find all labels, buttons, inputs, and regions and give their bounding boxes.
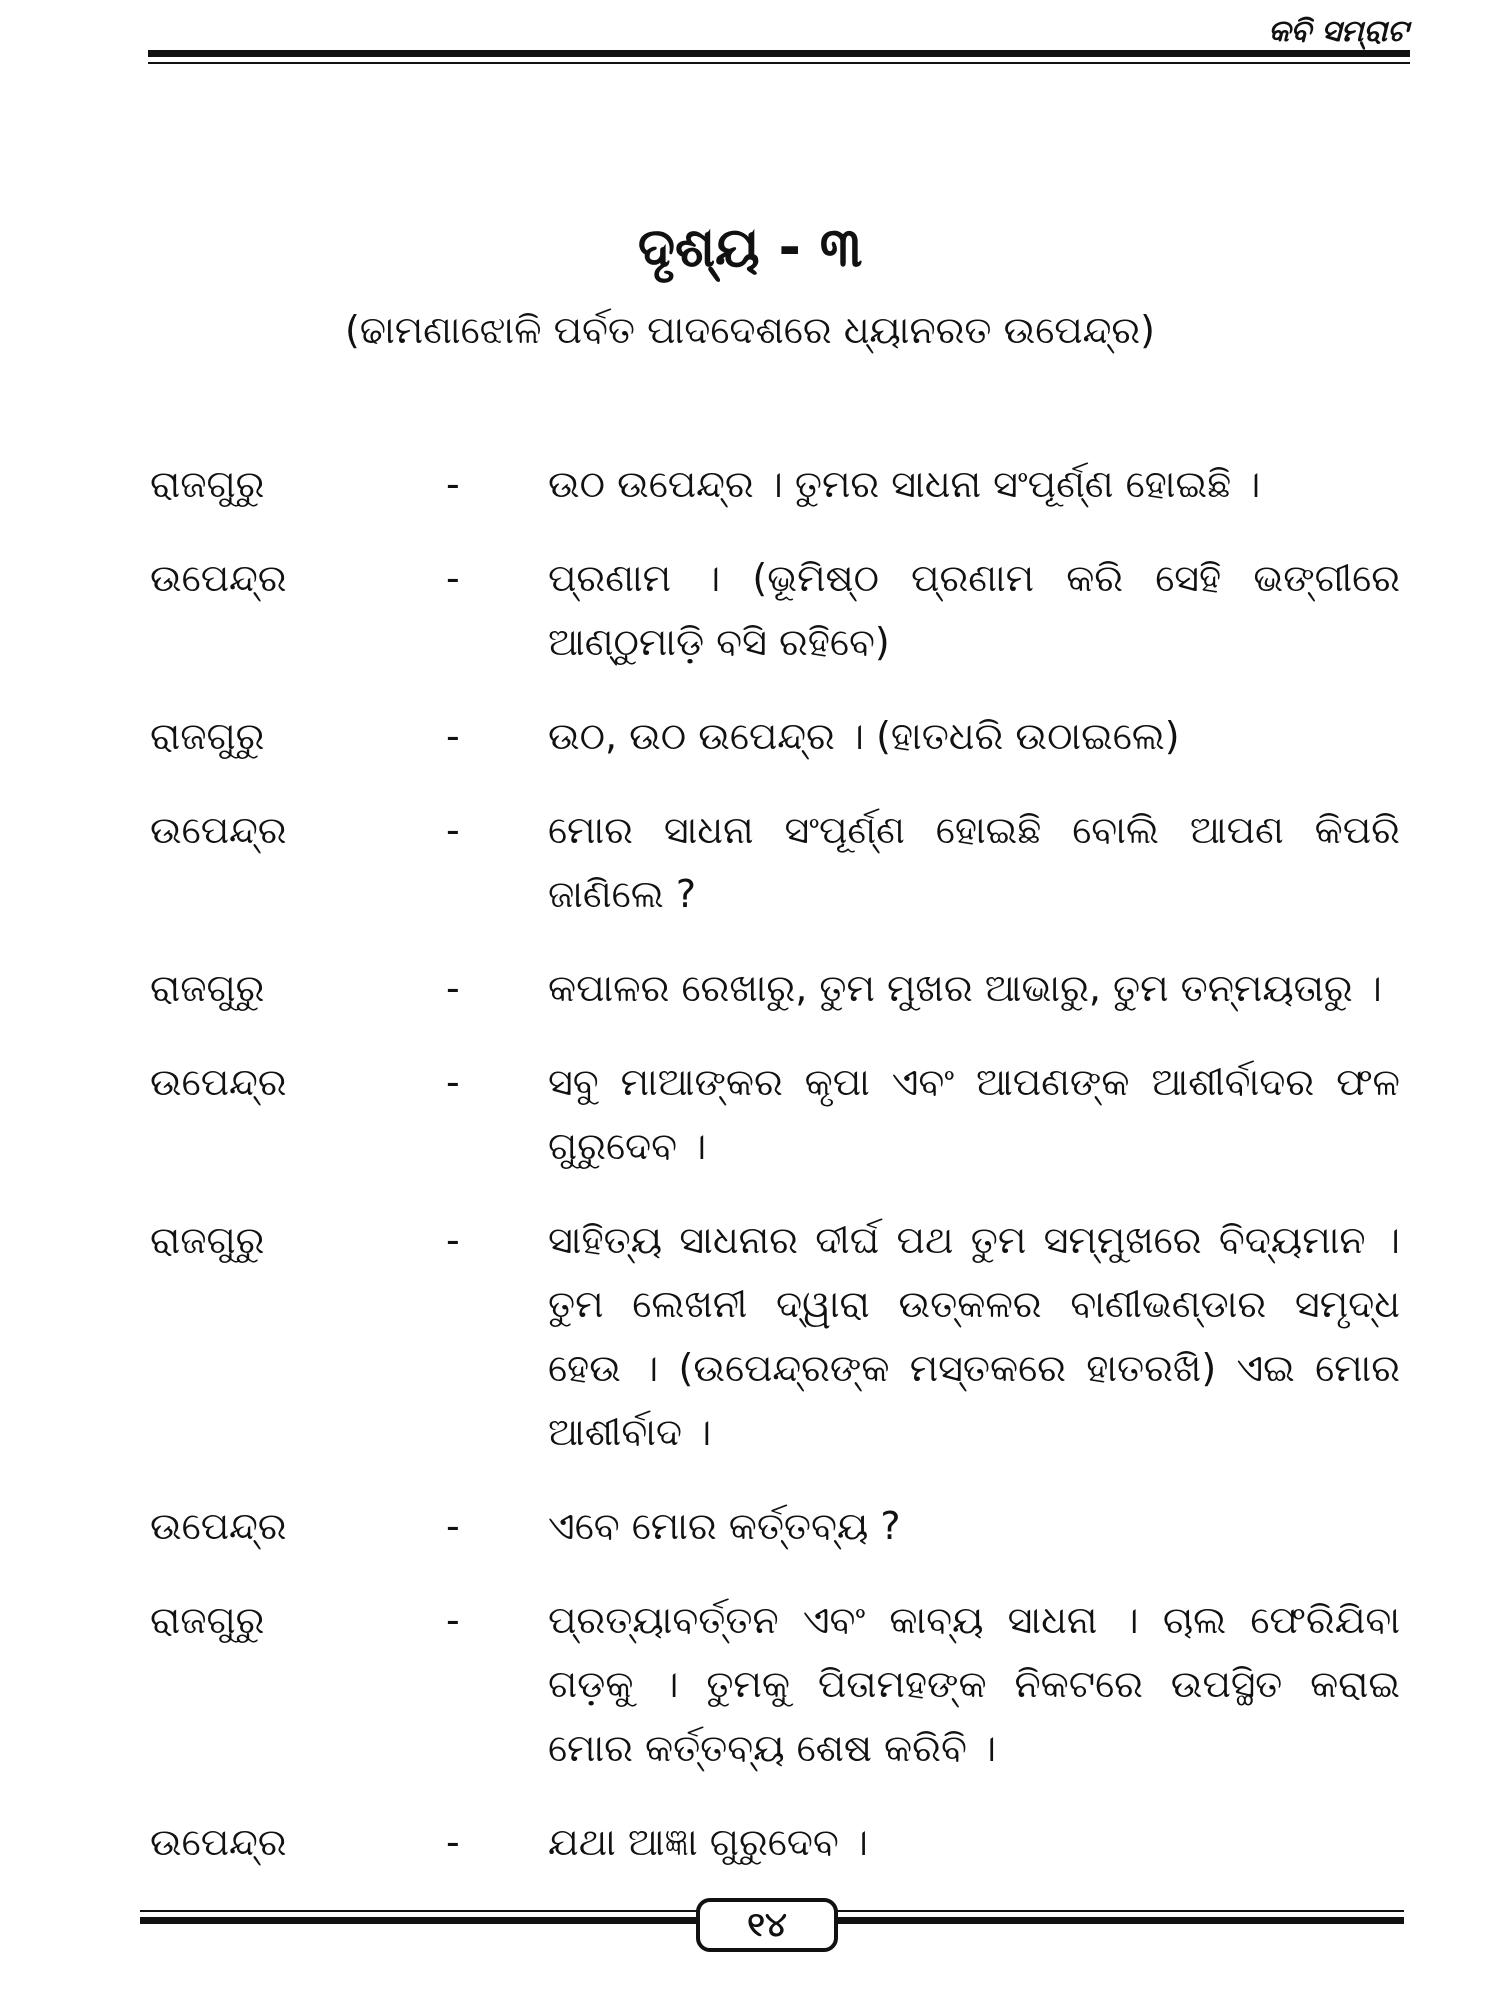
dialogue-row: [150, 798, 1400, 926]
page-number: ୧୪: [747, 1905, 787, 1945]
dialogue-row: [150, 452, 1400, 516]
page-number-badge: [696, 1898, 838, 1952]
speaker-dash: -: [446, 808, 460, 852]
dialogue-row: [150, 956, 1400, 1020]
dialogue-line: ଉଠ ଉପେନ୍ଦ୍ର । ତୁମର ସାଧନା ସଂପୂର୍ଣ୍ଣ ହୋଇଛି ।: [548, 462, 1261, 506]
dialogue-line: ସାହିତ୍ୟ ସାଧନାର ଦୀର୍ଘ ପଥ ତୁମ ସମ୍ମୁଖରେ ବିଦ୍ୟମାନ । ତୁମ ଲେଖନୀ ଦ୍ୱାରା ଉତ୍କଳର ବାଣୀଭଣ୍ଡାର ସମୃଦ୍ଧ ହେଉ । (ଉପେନ୍ଦ୍ରଙ୍କ ମସ୍ତକରେ ହାତରଖି) ଏଇ ମୋର ଆଶୀର୍ବାଦ ।: [548, 1218, 1400, 1454]
speaker-dash: -: [446, 1820, 460, 1864]
speaker-name: ଉପେନ୍ଦ୍ର: [150, 1060, 287, 1104]
speaker-dash: -: [446, 1060, 460, 1104]
dialogue-row: [150, 1588, 1400, 1780]
speaker-dash: -: [446, 966, 460, 1010]
speaker-name: ଉପେନ୍ଦ୍ର: [150, 556, 287, 600]
dialogue-line: ଏବେ ମୋର କର୍ତ୍ତବ୍ୟ ?: [548, 1504, 901, 1548]
dialogue-line: କପାଳର ରେଖାରୁ, ତୁମ ମୁଖର ଆଭାରୁ, ତୁମ ତନ୍ମୟତାରୁ ।: [548, 966, 1382, 1010]
speaker-dash: -: [446, 462, 460, 506]
dialogue-row: [150, 1810, 1400, 1874]
scene-title: ଦୃଶ୍ୟ - ୩: [637, 216, 863, 279]
dialogue-line: ପ୍ରଣାମ । (ଭୂମିଷ୍ଠ ପ୍ରଣାମ କରି ସେହି ଭଙ୍ଗୀରେ ଆଣ୍ଠୁମାଡ଼ି ବସି ରହିବେ): [548, 556, 1400, 664]
dialogue-list: [150, 452, 1400, 1904]
speaker-name: ରାଜଗୁରୁ: [150, 1598, 265, 1642]
dialogue-line: ଉଠ, ଉଠ ଉପେନ୍ଦ୍ର । (ହାତଧରି ଉଠାଇଲେ): [548, 714, 1180, 758]
header-rule-thick: [148, 50, 1410, 57]
speaker-name: ରାଜଗୁରୁ: [150, 714, 265, 758]
speaker-name: ଉପେନ୍ଦ୍ର: [150, 1504, 287, 1548]
dialogue-line: ଯଥା ଆଜ୍ଞା ଗୁରୁଦେବ ।: [548, 1820, 869, 1864]
speaker-name: ରାଜଗୁରୁ: [150, 1218, 265, 1262]
header-rule-thin: [148, 62, 1410, 64]
dialogue-row: [150, 1494, 1400, 1558]
scene-subtitle: (ଢାମଣାଝୋଳି ପର୍ବତ ପାଦଦେଶରେ ଧ୍ୟାନରତ ଉପେନ୍ଦ୍ର): [344, 308, 1156, 352]
dialogue-row: [150, 546, 1400, 674]
dialogue-line: ସବୁ ମାଆଙ୍କର କୃପା ଏବଂ ଆପଣଙ୍କ ଆଶୀର୍ବାଦର ଫଳ ଗୁରୁଦେବ ।: [548, 1060, 1400, 1168]
speaker-name: ରାଜଗୁରୁ: [150, 966, 265, 1010]
dialogue-line: ପ୍ରତ୍ୟାବର୍ତ୍ତନ ଏବଂ କାବ୍ୟ ସାଧନା । ଚାଲ ଫେରିଯିବା ଗଡ଼କୁ । ତୁମକୁ ପିତାମହଙ୍କ ନିକଟରେ ଉପସ୍ଥିତ କରାଇ ମୋର କର୍ତ୍ତବ୍ୟ ଶେଷ କରିବି ।: [548, 1598, 1400, 1770]
speaker-name: ରାଜଗୁରୁ: [150, 462, 265, 506]
running-header-title: କବି ସମ୍ରାଟ: [1268, 14, 1408, 49]
dialogue-line: ମୋର ସାଧନା ସଂପୂର୍ଣ୍ଣ ହୋଇଛି ବୋଲି ଆପଣ କିପରି ଜାଣିଲେ ?: [548, 808, 1400, 916]
dialogue-row: [150, 1208, 1400, 1464]
speaker-name: ଉପେନ୍ଦ୍ର: [150, 808, 287, 852]
speaker-dash: -: [446, 1218, 460, 1262]
speaker-name: ଉପେନ୍ଦ୍ର: [150, 1820, 287, 1864]
speaker-dash: -: [446, 1504, 460, 1548]
speaker-dash: -: [446, 714, 460, 758]
dialogue-row: [150, 1050, 1400, 1178]
speaker-dash: -: [446, 1598, 460, 1642]
speaker-dash: -: [446, 556, 460, 600]
dialogue-row: [150, 704, 1400, 768]
